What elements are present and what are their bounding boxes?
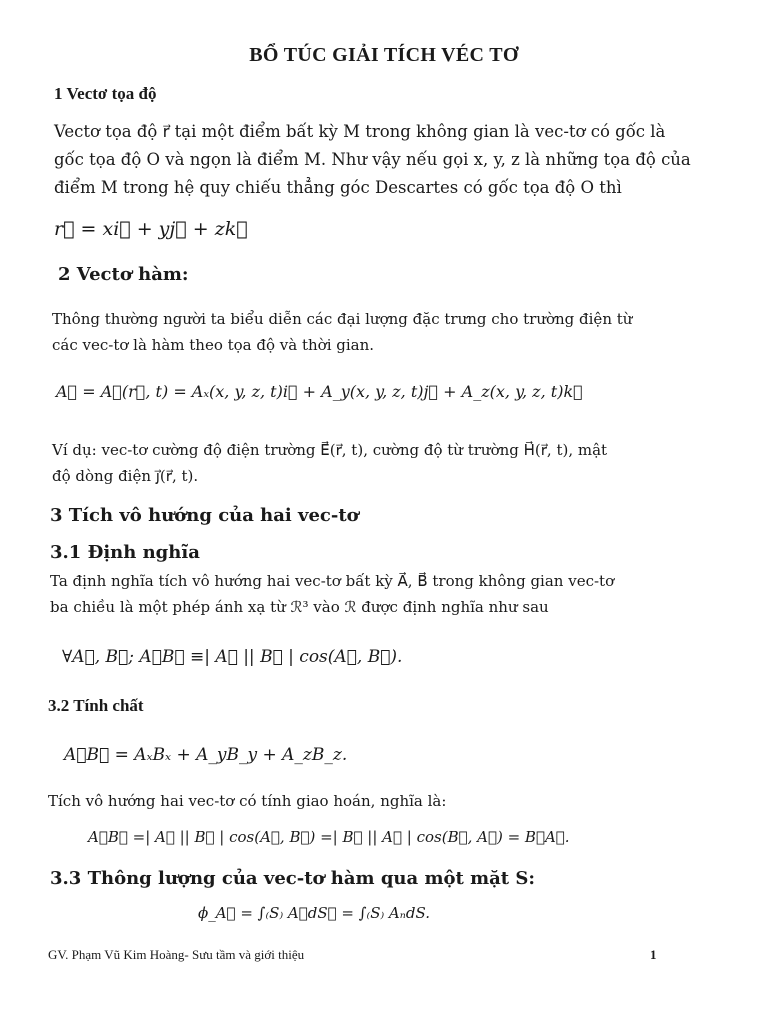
section-1-line-3: điểm M trong hệ quy chiếu thẳng góc Descartes có gốc tọa độ O thì bbox=[54, 178, 622, 197]
section-3-1-equation: ∀A⃗, B⃗; A⃗B⃗ ≡| A⃗ || B⃗ | cos(A⃗, B⃗). bbox=[62, 647, 403, 667]
section-3-3-equation: ϕ_A⃗ = ∫₍S₎ A⃗dS⃗ = ∫₍S₎ AₙdS. bbox=[198, 904, 430, 922]
section-2-equation: A⃗ = A⃗(r⃗, t) = Aₓ(x, y, z, t)i⃗ + A_y(x, y, z, t)j⃗ + A_z(x, y, z, t)k⃗ bbox=[56, 382, 583, 401]
section-2-line-1: Thông thường người ta biểu diễn các đại lượng đặc trưng cho trường điện từ bbox=[52, 310, 633, 328]
section-3-2-equation: A⃗B⃗ = AₓBₓ + A_yB_y + A_zB_z. bbox=[64, 745, 348, 765]
section-1-line-2: gốc tọa độ O và ngọn là điểm M. Như vậy nếu gọi x, y, z là những tọa độ của bbox=[54, 150, 691, 169]
section-2-example-line-2: độ dòng điện j⃗(r⃗, t). bbox=[52, 467, 199, 485]
section-3-heading: 3 Tích vô hướng của hai vec-tơ bbox=[50, 505, 359, 526]
section-2-example-line-1: Ví dụ: vec-tơ cường độ điện trường E⃗(r⃗, t), cường độ từ trường H⃗(r⃗, t), mật bbox=[52, 441, 608, 459]
section-3-3-heading: 3.3 Thông lượng của vec-tơ hàm qua một mặt S: bbox=[50, 868, 536, 889]
section-1-equation: r⃗ = xi⃗ + yj⃗ + zk⃗ bbox=[54, 218, 248, 240]
section-1-line-1: Vectơ tọa độ r⃗ tại một điểm bất kỳ M trong không gian là vec-tơ có gốc là bbox=[54, 122, 666, 141]
section-3-1-heading: 3.1 Định nghĩa bbox=[50, 542, 200, 563]
section-2-heading: 2 Vectơ hàm: bbox=[58, 264, 189, 285]
section-3-2-line: Tích vô hướng hai vec-tơ có tính giao hoán, nghĩa là: bbox=[48, 792, 447, 810]
section-3-2-heading: 3.2 Tính chất bbox=[48, 696, 144, 715]
section-3-1-line-1: Ta định nghĩa tích vô hướng hai vec-tơ bất kỳ A⃗, B⃗ trong không gian vec-tơ bbox=[50, 572, 615, 590]
page-number: 1 bbox=[650, 947, 657, 962]
section-3-2-equation-2: A⃗B⃗ =| A⃗ || B⃗ | cos(A⃗, B⃗) =| B⃗ || A⃗ | cos(B⃗, A⃗) = B⃗A⃗. bbox=[88, 828, 570, 846]
section-3-1-line-2: ba chiều là một phép ánh xạ từ ℛ³ vào ℛ được định nghĩa như sau bbox=[50, 598, 549, 616]
section-2-line-2: các vec-tơ là hàm theo tọa độ và thời gian. bbox=[52, 336, 375, 354]
section-1-heading: 1 Vectơ tọa độ bbox=[54, 84, 157, 103]
page-title: BỔ TÚC GIẢI TÍCH VÉC TƠ bbox=[249, 44, 519, 66]
footer-author: GV. Phạm Vũ Kim Hoàng- Sưu tầm và giới thiệu bbox=[48, 947, 305, 962]
